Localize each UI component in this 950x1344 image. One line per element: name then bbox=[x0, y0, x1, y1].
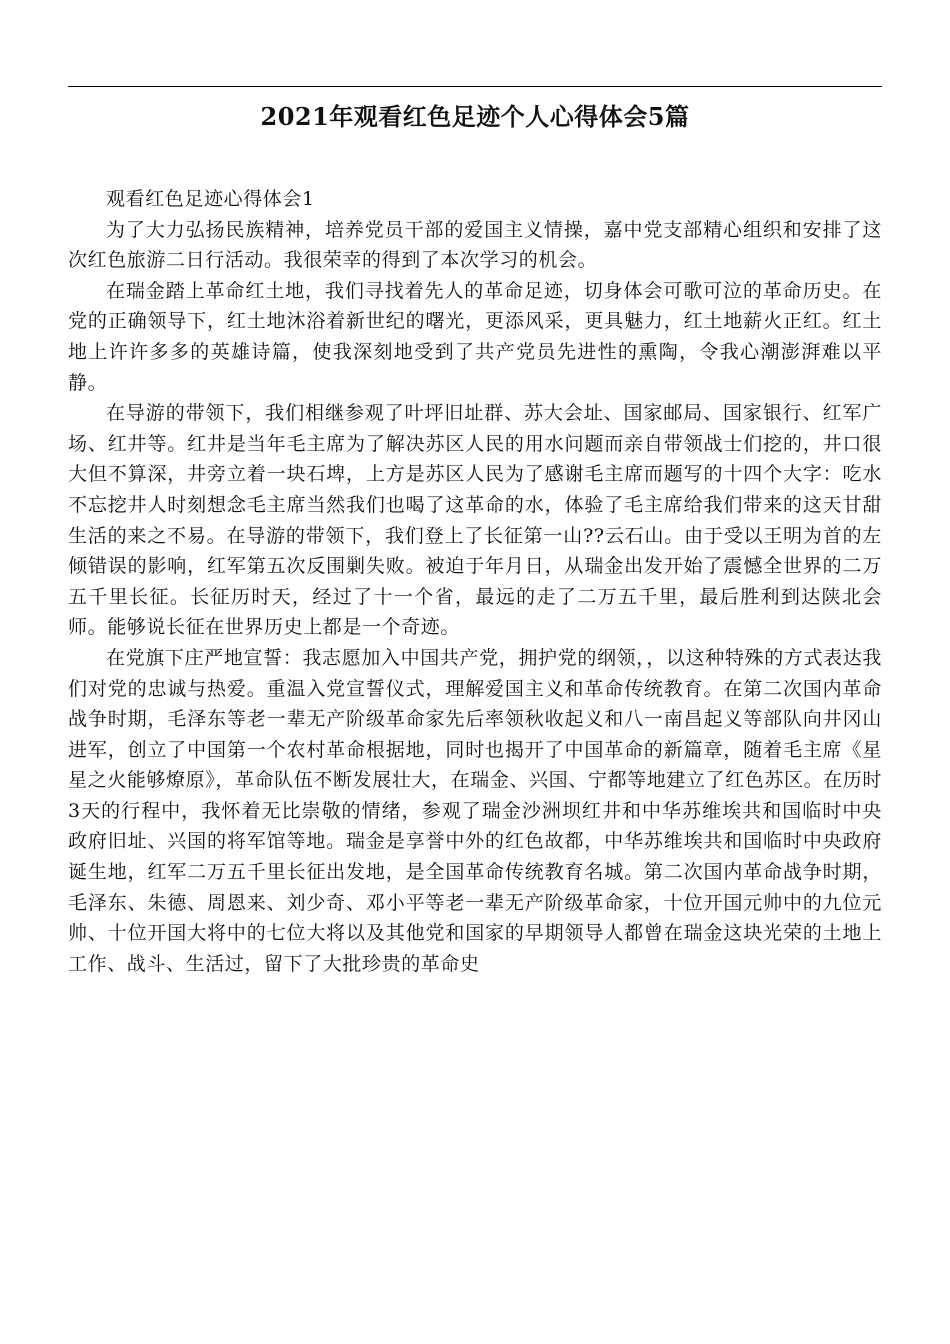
header-rule bbox=[68, 86, 882, 87]
section-heading: 观看红色足迹心得体会1 bbox=[106, 188, 315, 210]
document-body bbox=[68, 184, 882, 979]
document-title: 2021年观看红色足迹个人心得体会5篇 bbox=[260, 102, 690, 131]
paragraph-1: 为了大力弘扬民族精神，培养党员干部的爱国主义情操，嘉中党支部精心组织和安排了这次红色旅游二日行活动。我很荣幸的得到了本次学习的机会。 bbox=[68, 218, 882, 272]
paragraph-4: 在党旗下庄严地宣誓：我志愿加入中国共产党，拥护党的纲领，，以这种特殊的方式表达我们对党的忠诚与热爱。重温入党宣誓仪式，理解爱国主义和革命传统教育。在第二次国内革命战争时期，毛泽东等老一辈无产阶级革命家先后率领秋收起义和八一南昌起义等部队向井冈山进军，创立了中国第一个农村革命根据地，同时也揭开了中国革命的新篇章，随着毛主席《星星之火能够燎原》，革命队伍不断发展壮大，在瑞金、兴国、宁都等地建立了红色苏区。在历时3天的行程中，我怀着无比崇敬的情绪，参观了瑞金沙洲坝红井和中华苏维埃共和国临时中央政府旧址、兴国的将军馆等地。瑞金是享誉中外的红色故都，中华苏维埃共和国临时中央政府诞生地，红军二万五千里长征出发地，是全国革命传统教育名城。第二次国内革命战争时期，毛泽东、朱德、周恩来、刘少奇、邓小平等老一辈无产阶级革命家，十位开国元帅中的九位元帅、十位开国大将中的七位大将以及其他党和国家的早期领导人都曾在瑞金这块光荣的土地上工作、战斗、生活过，留下了大批珍贵的革命史 bbox=[68, 646, 882, 975]
paragraph-2: 在瑞金踏上革命红土地，我们寻找着先人的革命足迹，切身体会可歌可泣的革命历史。在党的正确领导下，红土地沐浴着新世纪的曙光，更添风采，更具魅力，红土地薪火正红。红土地上许许多多的英雄诗篇，使我深刻地受到了共产党员先进性的熏陶，令我心潮澎湃难以平静。 bbox=[68, 279, 882, 394]
paragraph-3: 在导游的带领下，我们相继参观了叶坪旧址群、苏大会址、国家邮局、国家银行、红军广场、红井等。红井是当年毛主席为了解决苏区人民的用水问题而亲自带领战士们挖的，井口很大但不算深，井旁立着一块石埤，上方是苏区人民为了感谢毛主席而题写的十四个大字：吃水不忘挖井人时刻想念毛主席当然我们也喝了这革命的水，体验了毛主席给我们带来的这天甘甜生活的来之不易。在导游的带领下，我们登上了长征第一山??云石山。由于受以王明为首的左倾错误的影响，红军第五次反围剿失败。被迫于年月日，从瑞金出发开始了震憾全世界的二万五千里长征。长征历时天，经过了十一个省，最远的走了二万五千里，最后胜利到达陕北会师。能够说长征在世界历史上都是一个奇迹。 bbox=[68, 402, 882, 639]
